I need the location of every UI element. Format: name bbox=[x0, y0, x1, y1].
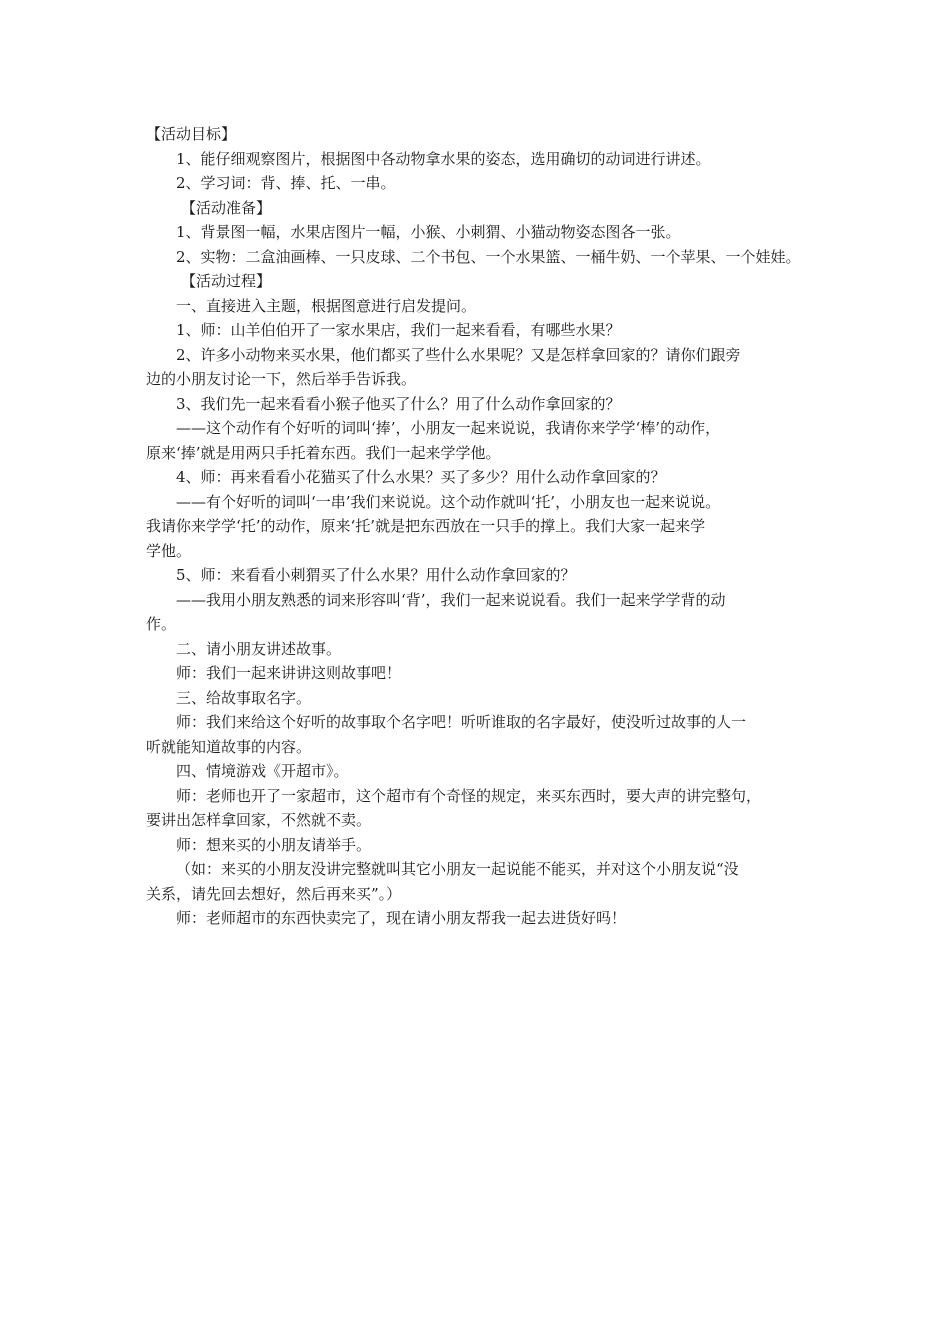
paragraph-line: 师：老师也开了一家超市，这个超市有个奇怪的规定，来买东西时，要大声的讲完整句， bbox=[176, 786, 762, 805]
paragraph-line: 2、许多小动物来买水果，他们都买了些什么水果呢？又是怎样拿回家的？请你们跟旁 bbox=[176, 345, 741, 364]
paragraph-line: 师：老师超市的东西快卖完了，现在请小朋友帮我一起去进货好吗！ bbox=[176, 909, 627, 927]
section-heading-preparation: 【活动准备】 bbox=[181, 198, 272, 217]
paragraph-line: （如：来买的小朋友没讲完整就叫其它小朋友一起说能不能买，并对这个小朋友说“没 bbox=[176, 860, 739, 878]
paragraph-line: 我请你来学学‘托’的动作，原来‘托’就是把东西放在一只手的撑上。我们大家一起来学 bbox=[146, 517, 706, 535]
paragraph-line: 关系，请先回去想好，然后再来买”。） bbox=[146, 884, 402, 903]
goal-item-2: 2、学习词：背、捧、托、一串。 bbox=[176, 174, 396, 192]
paragraph-line: ——这个动作有个好听的词叫‘捧’，小朋友一起来说说，我请你来学学‘棒’的动作， bbox=[176, 419, 721, 437]
paragraph-line: 1、师：山羊伯伯开了一家水果店，我们一起来看看，有哪些水果？ bbox=[176, 321, 621, 339]
process-step-1-heading: 一、直接进入主题，根据图意进行启发提问。 bbox=[176, 296, 477, 315]
preparation-item-2: 2、实物：二盒油画棒、一只皮球、二个书包、一个水果篮、一桶牛奶、一个苹果、一个娃娃。 bbox=[176, 247, 801, 266]
process-step-4-heading: 四、情境游戏《开超市》。 bbox=[176, 762, 349, 780]
paragraph-line: 作。 bbox=[146, 615, 177, 633]
process-step-2-heading: 二、请小朋友讲述故事。 bbox=[176, 639, 342, 658]
paragraph-line: 3、我们先一起来看看小猴子他买了什么？用了什么动作拿回家的？ bbox=[176, 394, 621, 413]
paragraph-line: 要讲出怎样拿回家，不然就不卖。 bbox=[146, 811, 372, 829]
paragraph-line: 原来‘捧’就是用两只手托着东西。我们一起来学学他。 bbox=[146, 443, 501, 462]
paragraph-line: 师：想来买的小朋友请举手。 bbox=[176, 835, 372, 854]
paragraph-line: 听就能知道故事的内容。 bbox=[146, 737, 312, 756]
paragraph-line: 师：我们一起来讲讲这则故事吧！ bbox=[176, 664, 402, 682]
preparation-item-1: 1、背景图一幅，水果店图片一幅，小猴、小刺猬、小猫动物姿态图各一张。 bbox=[176, 223, 681, 241]
section-heading-goals: 【活动目标】 bbox=[146, 125, 237, 143]
paragraph-line: 学他。 bbox=[146, 541, 192, 560]
paragraph-line: ——我用小朋友熟悉的词来形容叫‘背’，我们一起来说说看。我们一起来学学背的动 bbox=[176, 590, 726, 609]
paragraph-line: 5、师：来看看小刺猬买了什么水果？用什么动作拿回家的？ bbox=[176, 566, 576, 584]
process-step-3-heading: 三、给故事取名字。 bbox=[176, 688, 312, 707]
paragraph-line: 4、师：再来看看小花猫买了什么水果？买了多少？用什么动作拿回家的？ bbox=[176, 468, 666, 486]
section-heading-process: 【活动过程】 bbox=[181, 272, 272, 290]
paragraph-line: 师：我们来给这个好听的故事取个名字吧！听听谁取的名字最好，使没听过故事的人一 bbox=[176, 713, 747, 731]
paragraph-line: ——有个好听的词叫‘一串’我们来说说。这个动作就叫‘托’，小朋友也一起来说说。 bbox=[176, 492, 721, 511]
paragraph-line: 边的小朋友讨论一下，然后举手告诉我。 bbox=[146, 370, 417, 388]
document-page bbox=[146, 122, 826, 931]
goal-item-1: 1、能仔细观察图片，根据图中各动物拿水果的姿态，选用确切的动词进行讲述。 bbox=[176, 149, 711, 168]
